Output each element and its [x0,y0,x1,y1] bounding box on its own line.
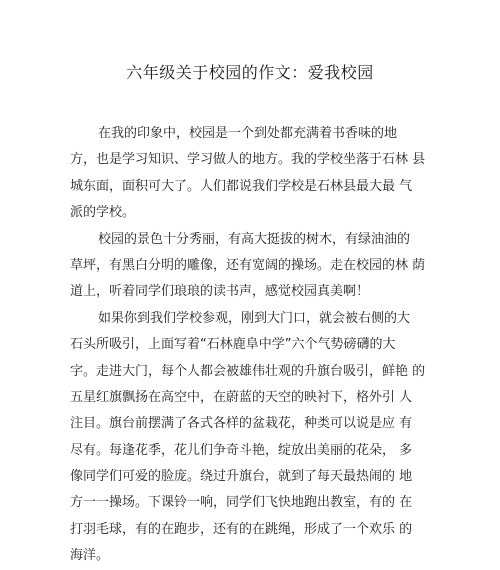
paragraph-line: 道上，听着同学们琅琅的读书声，感觉校园真美啊！ [70,284,370,300]
paragraph-line: 石头所吸引，上面写着“石林鹿阜中学”六个气势磅礴的大 [70,337,396,353]
paragraph-line: 注目。旗台前摆满了各式各样的盆栽花，种类可以说是应 有 [70,416,413,432]
paragraph-first-line: 校园的景色十分秀丽，有高大挺拔的树木，有绿油油的 [98,231,411,247]
document-title: 六年级关于校园的作文：爱我校园 [126,63,374,82]
paragraph-line: 方一一操场。下课铃一响，同学们飞快地跑出教室，有的 在 [70,495,413,511]
essay-body [70,121,426,570]
paragraph-line: 像同学们可爱的脸庞。绕过升旗台，就到了每天最热闹的 地 [70,469,413,485]
paragraph-line: 派的学校。 [70,205,136,221]
paragraph-line: 草坪，有黑白分明的雕像，还有宽阔的操场。走在校园的林 荫 [70,257,426,273]
paragraph-line: 海洋。 [70,548,110,564]
paragraph-line: 打羽毛球，有的在跑步，还有的在跳绳，形成了一个欢乐 的 [70,521,413,537]
paragraph-line: 尽有。每逢花季，花儿们争奇斗艳，绽放出美丽的花朵， 多 [70,442,413,458]
paragraph-line: 五星红旗飘扬在高空中，在蔚蓝的天空的映衬下，格外引 人 [70,389,413,405]
paragraph-line: 城东面，面积可大了。人们都说我们学校是石林县最大最 气 [70,178,413,194]
paragraph-line: 方，也是学习知识、学习做人的地方。我的学校坐落于石林 县 [70,152,426,168]
paragraph-first-line: 如果你到我们学校参观，刚到大门口，就会被右侧的大 [98,310,411,326]
paragraph-line: 字。走进大门，每个人都会被雄伟壮观的升旗台吸引，鲜艳 的 [70,363,426,379]
paragraph-first-line: 在我的印象中，校园是一个到处都充满着书香味的地 [98,126,398,141]
